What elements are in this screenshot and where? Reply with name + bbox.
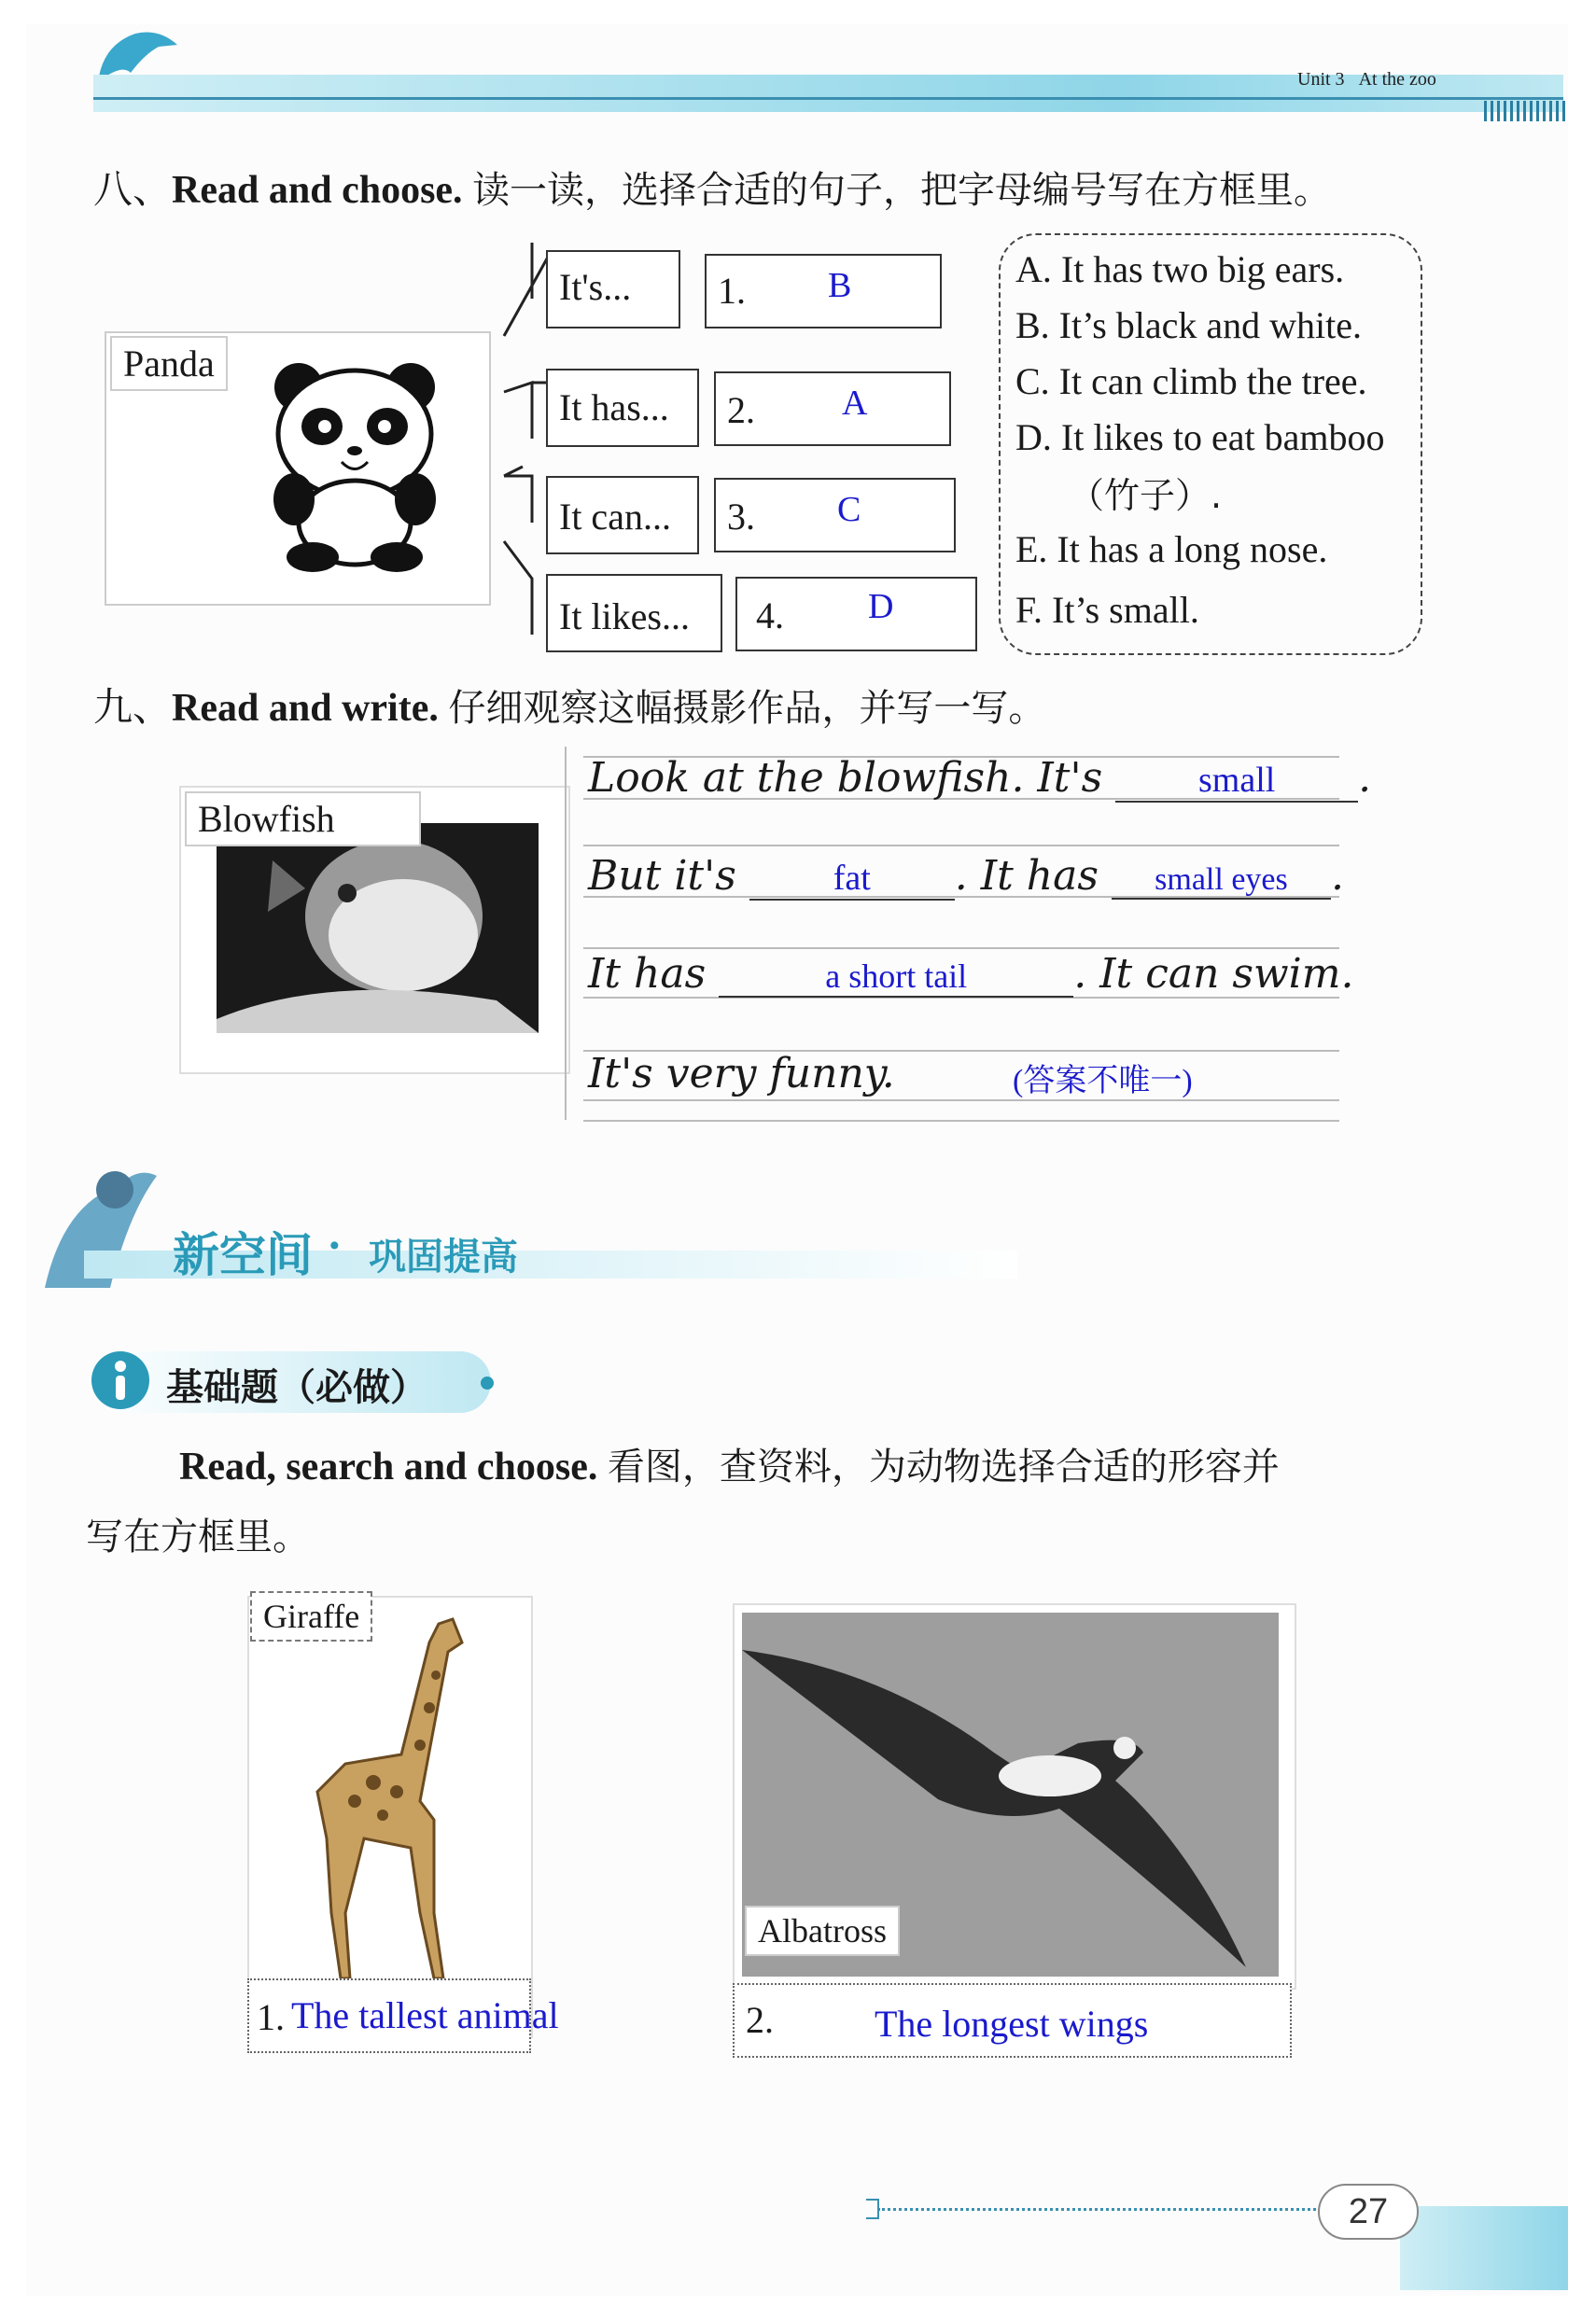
giraffe-photo	[280, 1605, 495, 1997]
prompt-box-1: It's...	[546, 250, 680, 328]
basic-pill-label: 基础题（必做）	[166, 1366, 427, 1409]
prompt-box-4: It likes...	[546, 574, 722, 652]
option-d: D. It likes to eat bamboo	[1015, 416, 1385, 458]
footer-dotted-line	[877, 2208, 1316, 2211]
banner-subtitle: 巩固提高	[369, 1236, 518, 1279]
section8-title: 八、Read and choose. 读一读，选择合适的句子，把字母编号写在方框里。	[93, 166, 1332, 212]
write-line-2: But it's fat . It has small eyes .	[588, 852, 1344, 900]
blowfish-photo	[217, 823, 539, 1033]
option-d-note: （竹子）.	[1069, 475, 1223, 516]
albatross-answer-box[interactable]: 2. The longest wings	[733, 1983, 1292, 2058]
write-line-4: It's very funny.	[588, 1050, 895, 1097]
basic-instruction-1: Read, search and choose. 看图，查资料，为动物选择合适的形容并	[179, 1446, 1280, 1488]
page-number: 27	[1318, 2184, 1419, 2240]
rule	[583, 947, 1339, 949]
prompt-box-3: It can...	[546, 476, 699, 554]
option-e: E. It has a long nose.	[1015, 528, 1328, 570]
albatross-label: Albatross	[745, 1906, 900, 1956]
option-f: F. It’s small.	[1015, 589, 1199, 631]
write-line-1: Look at the blowfish. It's small .	[588, 754, 1372, 802]
header-unit: Unit 3 At the zoo	[1297, 69, 1436, 90]
giraffe-label: Giraffe	[250, 1591, 372, 1642]
option-c: C. It can climb the tree.	[1015, 360, 1367, 402]
giraffe-answer-box[interactable]: 1. The tallest animal	[247, 1978, 531, 2053]
header-rule	[93, 97, 1563, 100]
rule	[583, 845, 1339, 846]
blowfish-label: Blowfish	[185, 791, 421, 846]
basic-instruction-2: 写在方框里。	[86, 1516, 310, 1558]
info-icon	[90, 1349, 151, 1411]
prompt-box-2: It has...	[546, 369, 699, 447]
answer-box-4[interactable]: 4. D	[735, 577, 977, 651]
answer-box-1[interactable]: 1. B	[705, 254, 942, 328]
answer-note: (答案不唯一)	[1013, 1064, 1193, 1098]
answer-box-3[interactable]: 3. C	[714, 478, 956, 552]
option-b: B. It’s black and white.	[1015, 304, 1363, 346]
rule	[583, 1120, 1339, 1122]
panda-label: Panda	[110, 336, 228, 391]
panda-drawing	[261, 359, 448, 574]
header-barcode-stripes	[1484, 101, 1568, 121]
section9-title: 九、Read and write. 仔细观察这幅摄影作品，并写一写。	[93, 684, 1046, 730]
rule	[583, 1099, 1339, 1101]
writing-margin	[565, 747, 567, 1120]
answer-box-2[interactable]: 2. A	[714, 371, 951, 446]
footer-band	[1400, 2206, 1568, 2290]
banner-title: 新空间	[173, 1228, 313, 1282]
banner-dot: ·	[327, 1219, 343, 1271]
option-a: A. It has two big ears.	[1015, 248, 1345, 290]
pill-dot	[481, 1377, 494, 1390]
write-line-3: It has a short tail . It can swim.	[588, 950, 1354, 998]
